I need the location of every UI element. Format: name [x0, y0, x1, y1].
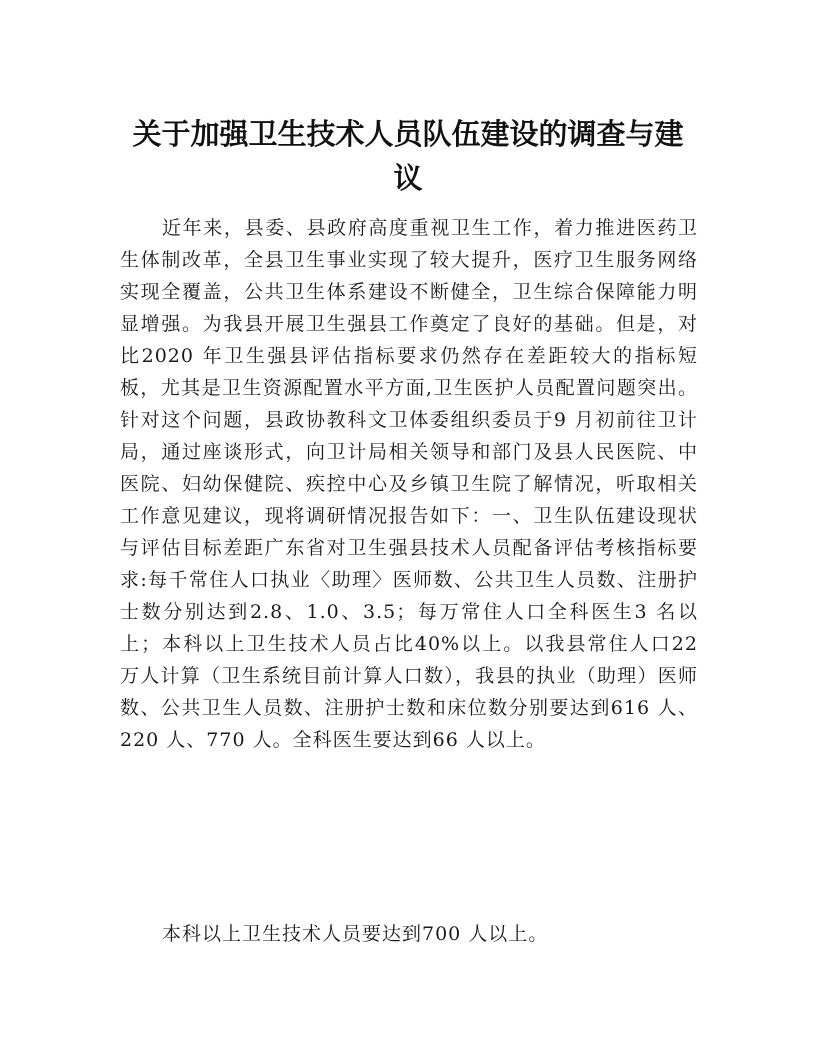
document-title: 关于加强卫生技术人员队伍建设的调查与建议	[132, 117, 684, 195]
body-paragraph: 近年来，县委、县政府高度重视卫生工作，着力推进医药卫生体制改革，全县卫生事业实现了较大提升，医疗卫生服务网络实现全覆盖，公共卫生体系建设不断健全，卫生综合保障能力明显增强。为我县开展卫生强县工作奠定了良好的基础。但是，对比2020 年卫生强县评估指标要求仍然存在差距较大的指标短板，尤其是卫生资源配置水平方面,卫生医护人员配置问题突出。针对这个问题，县政协教科文卫体委组织委员于9 月初前往卫计局，通过座谈形式，向卫计局相关领导和部门及县人民医院、中医院、妇幼保健院、疾控中心及乡镇卫生院了解情况，听取相关工作意见建议，现将调研情况报告如下：一、卫生队伍建设现状与评估目标差距广东省对卫生强县技术人员配备评估考核指标要求:每千常住人口执业〈助理〉医师数、公共卫生人员数、注册护士数分别达到2.8、1.0、3.5；每万常住人口全科医生3 名以上；本科以上卫生技术人员占比40%以上。以我县常住人口22 万人计算（卫生系统目前计算人口数），我县的执业（助理）医师数、公共卫生人员数、注册护士数和床位数分别要达到616 人、220 人、770 人。全科医生要达到66 人以上。	[120, 217, 698, 751]
closing-paragraph: 本科以上卫生技术人员要达到700 人以上。	[162, 923, 549, 945]
